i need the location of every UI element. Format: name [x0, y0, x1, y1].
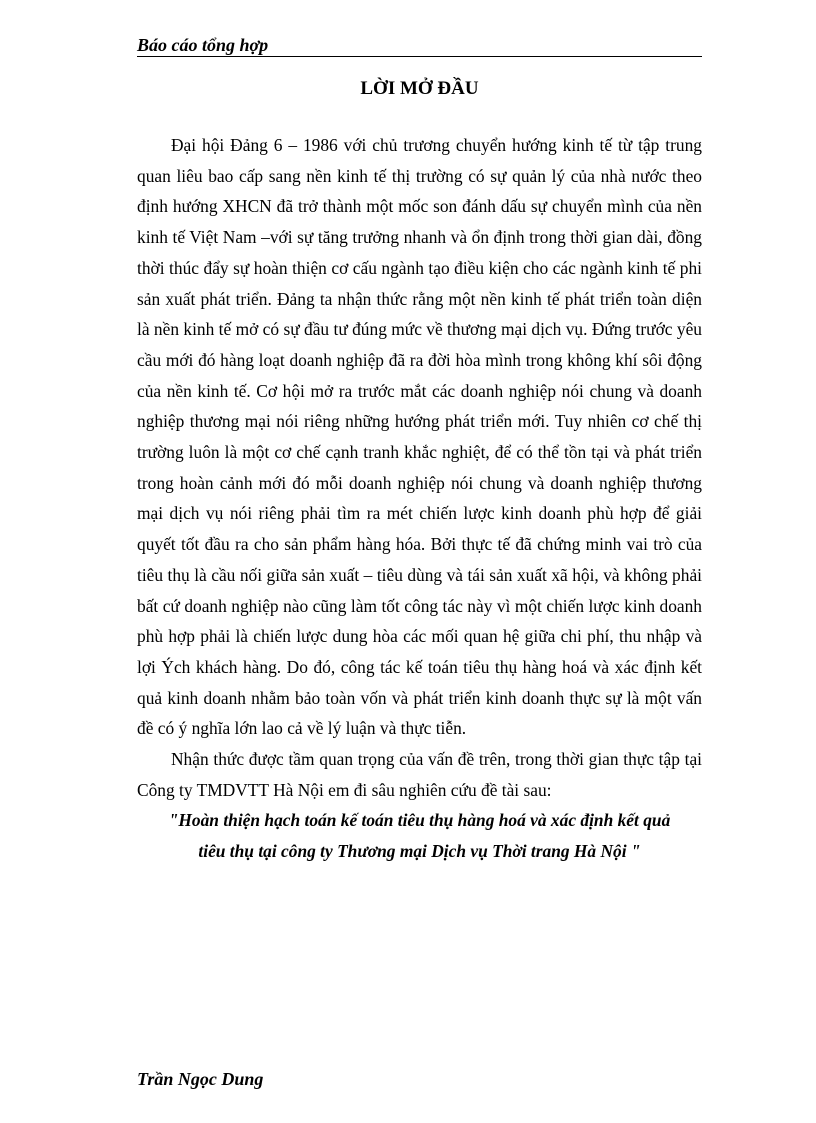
document-title: LỜI MỞ ĐẦU — [360, 78, 479, 99]
paragraph-intro: Đại hội Đảng 6 – 1986 với chủ trương chuyển hướng kinh tế từ tập trung quan liêu bao cấp sang nền kinh tế thị trường có sự quản lý của nhà nước theo định hướng XHCN đã trở thành một mốc son đánh dấu sự chuyển mình của nền kinh tế Việt Nam –với sự tăng trưởng nhanh và ổn định trong thời gian dài, đồng thời thúc đẩy sự hoàn thiện cơ cấu ngành tạo điều kiện cho các ngành kinh tế phi sản xuất phát triển. Đảng ta nhận thức rằng một nền kinh tế phát triển toàn diện là nền kinh tế mở có sự đầu tư đúng mức về thương mại dịch vụ. Đứng trước yêu cầu mới đó hàng loạt doanh nghiệp đã ra đời hòa mình trong không khí sôi động của nền kinh tế. Cơ hội mở ra trước mắt các doanh nghiệp nói chung và doanh nghiệp thương mại nói riêng những hướng phát triển mới. Tuy nhiên cơ chế thị trường luôn là một cơ chế cạnh tranh khắc nghiệt, để có thể tồn tại và phát triển trong hoàn cảnh mới đó mỗi doanh nghiệp nói chung và doanh nghiệp thương mại dịch vụ nói riêng phải tìm ra mét chiến lược kinh doanh phù hợp để giải quyết tốt đầu ra cho sản phẩm hàng hóa. Bởi thực tế đã chứng minh vai trò của tiêu thụ là cầu nối giữa sản xuất – tiêu dùng và tái sản xuất xã hội, và không phải bất cứ doanh nghiệp nào cũng làm tốt công tác này vì một chiến lược kinh doanh phù hợp phải là chiến lược dung hòa các mối quan hệ giữa chi phí, thu nhập và lợi Ých khách hàng. Do đó, công tác kế toán tiêu thụ hàng hoá và xác định kết quả kinh doanh nhằm bảo toàn vốn và phát triển kinh doanh thực sự là một vấn đề có ý nghĩa lớn lao cả về lý luận và thực tiễn. — [137, 135, 702, 739]
header-title: Báo cáo tổng hợp — [137, 35, 269, 55]
topic-title-line-1: "Hoàn thiện hạch toán kế toán tiêu thụ hàng hoá và xác định kết quả — [168, 810, 671, 831]
header-divider — [137, 56, 702, 57]
footer-author: Trần Ngọc Dung — [137, 1069, 264, 1089]
paragraph-topic-intro: Nhận thức được tầm quan trọng của vấn đề trên, trong thời gian thực tập tại Công ty TMDVTT Hà Nội em đi sâu nghiên cứu đề tài sau: — [137, 749, 702, 800]
topic-title — [137, 805, 702, 866]
topic-title-line-2: tiêu thụ tại công ty Thương mại Dịch vụ Thời trang Hà Nội " — [198, 841, 641, 862]
document-body — [137, 130, 702, 867]
